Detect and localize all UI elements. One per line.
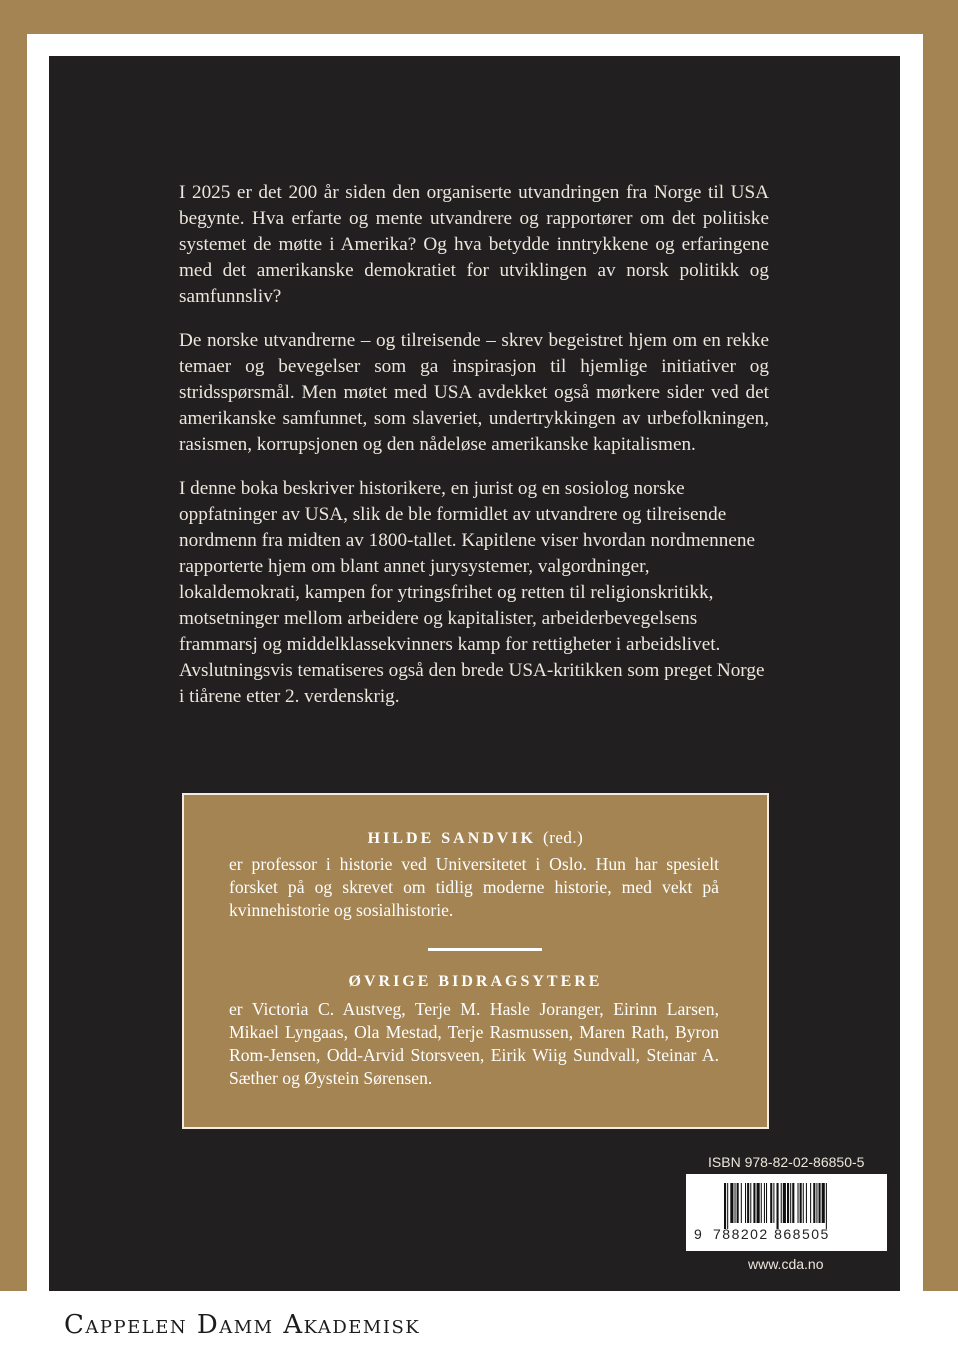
- barcode-digits: 788202 868505: [713, 1226, 830, 1242]
- section-divider: [428, 948, 542, 951]
- isbn-label: ISBN 978-82-02-86850-5: [708, 1154, 865, 1170]
- editor-bio: er professor i historie ved Universitetet i Oslo. Hun har spesielt forsket på og skrevet om tidlig moderne historie, med vekt på kvinnehistorie og sosialhistorie.: [229, 854, 719, 920]
- barcode: [686, 1174, 887, 1251]
- publisher-logo: Cappelen Damm Akademisk: [64, 1310, 421, 1340]
- blurb-paragraph-2: De norske utvandrerne – og tilreisende – skrev begeistret hjem om en rekke temaer og bevegelser som ga inspirasjon til hjemlige initiativer og stridsspørsmål. Men møtet med USA avdekket også mørkere sider ved det amerikanske samfunnet, som slaveriet, undertrykkingen av urbefolkningen, rasismen, korrupsjonen og den nådeløse amerikanske kapitalismen.: [179, 330, 769, 455]
- author-info-box: [182, 793, 769, 1129]
- blurb-paragraph-3: I denne boka beskriver historikere, en jurist og en sosiolog norske oppfatninger av USA, slik de ble formidlet av utvandrere og tilreisende nordmenn fra midten av 1800-tallet. Kapitlene viser hvordan nordmennene rapporterte hjem om blant annet jurysystemer, valgordninger, lokaldemokrati, kampen for ytringsfrihet og retten til religionskritikk, motsetninger mellom arbeidere og kapitalister, arbeiderbevegelsens frammarsj og middelklassekvinners kamp for rettigheter i arbeidslivet. Avslutningsvis tematiseres også den brede USA-kritikken som preget Norge i tiårene etter 2. verdenskrig.: [179, 478, 765, 707]
- editor-role: (red.): [543, 828, 584, 847]
- barcode-first-digit: 9: [694, 1226, 702, 1242]
- editor-heading: [184, 828, 767, 848]
- spine-edge: [946, 34, 958, 1291]
- editor-name: HILDE SANDVIK: [367, 830, 537, 847]
- publisher-website: www.cda.no: [748, 1256, 824, 1272]
- blurb-paragraph-1: I 2025 er det 200 år siden den organiserte utvandringen fra Norge til USA begynte. Hva erfarte og mente utvandrere og rapportører om det politiske systemet de møtte i Amerika? Og hva betydde inntrykkene og erfaringene med det amerikanske demokratiet for utviklingen av norsk politikk og samfunnsliv?: [179, 182, 769, 307]
- contributors-heading: ØVRIGE BIDRAGSYTERE: [348, 973, 603, 990]
- back-cover-blurb: [179, 180, 769, 710]
- contributors-list: er Victoria C. Austveg, Terje M. Hasle Joranger, Eirinn Larsen, Mikael Lyngaas, Ola Mestad, Terje Rasmussen, Maren Rath, Byron Rom-Jensen, Odd-Arvid Storsveen, Eirik Wiig Sundvall, Steinar A. Sæther og Øystein Sørensen.: [229, 999, 719, 1088]
